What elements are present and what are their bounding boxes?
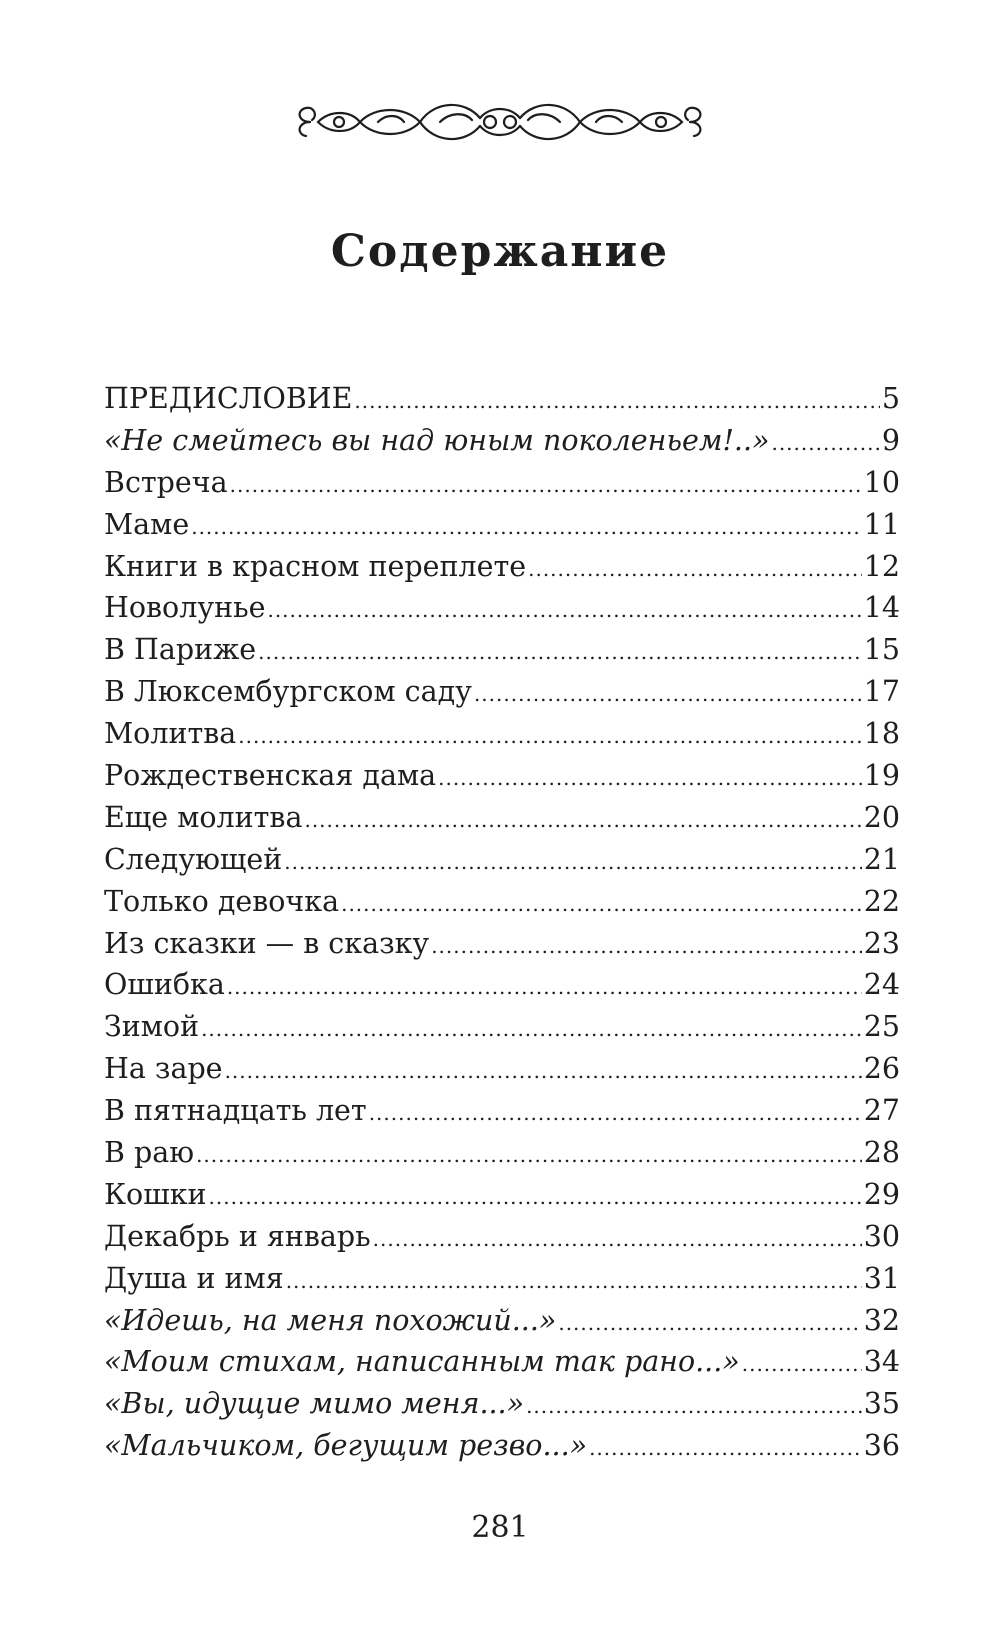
- toc-leader-dots: [373, 1219, 862, 1261]
- toc-entry-page: 9: [881, 423, 900, 457]
- toc-entry-title: Только девочка: [104, 884, 340, 918]
- toc-entry: [104, 1383, 900, 1425]
- toc-leader-dots: [227, 967, 862, 1009]
- toc-entry-title: Новолунье: [104, 591, 266, 625]
- toc-entry-title: ПРЕДИСЛОВИЕ: [104, 382, 353, 415]
- toc-entry-title: В пятнадцать лет: [104, 1094, 367, 1128]
- toc-entry: [104, 462, 900, 504]
- toc-entry: [104, 378, 900, 420]
- toc-entry: [104, 671, 900, 713]
- toc-entry-title: «Идешь, на меня похожий...»: [104, 1303, 557, 1337]
- toc-leader-dots: [431, 926, 862, 968]
- toc-entry-page: 18: [863, 717, 900, 751]
- toc-leader-dots: [209, 1177, 862, 1219]
- toc-entry-page: 15: [863, 633, 900, 667]
- toc-entry-page: 10: [863, 465, 900, 499]
- toc-entry-title: Молитва: [104, 717, 237, 751]
- toc-entry-page: 25: [863, 1010, 900, 1044]
- decorative-flourish-icon: [290, 92, 710, 152]
- toc-entry: [104, 797, 900, 839]
- toc-entry: [104, 964, 900, 1006]
- toc-entry-title: Книги в красном переплете: [104, 549, 527, 583]
- toc-leader-dots: [558, 1303, 861, 1345]
- toc-entry-page: 35: [863, 1387, 900, 1421]
- toc-entry-title: В Люксембургском саду: [104, 675, 472, 709]
- toc-entry: [104, 1048, 900, 1090]
- toc-entry-page: 27: [863, 1094, 900, 1128]
- toc-leader-dots: [474, 674, 862, 716]
- toc-entry-page: 11: [863, 507, 900, 541]
- toc-entry-page: 28: [863, 1136, 900, 1170]
- toc-entry: [104, 713, 900, 755]
- toc-entry-title: «Мальчиком, бегущим резво...»: [104, 1429, 588, 1463]
- toc-entry-page: 32: [863, 1303, 900, 1337]
- toc-entry: [104, 755, 900, 797]
- toc-leader-dots: [196, 1135, 862, 1177]
- toc-entry-page: 36: [863, 1429, 900, 1463]
- toc-entry-title: «Не смейтесь вы над юным поколеньем!..»: [104, 423, 770, 457]
- toc-entry: [104, 420, 900, 462]
- toc-entry: [104, 1341, 900, 1383]
- toc-entry-page: 19: [863, 759, 900, 793]
- toc-entry: [104, 629, 900, 671]
- toc-entry-title: Душа и имя: [104, 1261, 284, 1295]
- toc-entry-title: Из сказки — в сказку: [104, 926, 430, 960]
- toc-entry: [104, 1258, 900, 1300]
- toc-entry-title: В раю: [104, 1136, 195, 1170]
- toc-entry-page: 29: [863, 1177, 900, 1211]
- toc-entry: [104, 1425, 900, 1467]
- toc-entry-page: 21: [863, 842, 900, 876]
- toc-leader-dots: [304, 800, 861, 842]
- toc-leader-dots: [201, 1009, 862, 1051]
- toc-entry-title: Следующей: [104, 842, 283, 876]
- toc-entry: [104, 923, 900, 965]
- toc-entry: [104, 546, 900, 588]
- toc-entry-title: Декабрь и январь: [104, 1219, 371, 1253]
- toc-entry-page: 31: [863, 1261, 900, 1295]
- toc-entry: [104, 504, 900, 546]
- toc-entry-title: «Вы, идущие мимо меня...»: [104, 1387, 525, 1421]
- toc-entry-title: Зимой: [104, 1010, 200, 1044]
- toc-leader-dots: [369, 1093, 862, 1135]
- toc-entry: [104, 881, 900, 923]
- toc-leader-dots: [258, 632, 862, 674]
- table-of-contents: [104, 378, 900, 1467]
- toc-entry: [104, 839, 900, 881]
- toc-entry-title: Встреча: [104, 465, 228, 499]
- toc-leader-dots: [230, 465, 862, 507]
- toc-leader-dots: [528, 549, 862, 591]
- toc-entry-title: В Париже: [104, 633, 257, 667]
- toc-leader-dots: [771, 423, 879, 465]
- toc-entry: [104, 1006, 900, 1048]
- toc-entry: [104, 1090, 900, 1132]
- toc-leader-dots: [191, 507, 862, 549]
- toc-entry: [104, 1174, 900, 1216]
- toc-entry-page: 23: [863, 926, 900, 960]
- toc-entry-page: 26: [863, 1052, 900, 1086]
- toc-leader-dots: [742, 1344, 862, 1386]
- toc-entry: [104, 587, 900, 629]
- toc-entry-page: 17: [863, 675, 900, 709]
- toc-leader-dots: [238, 716, 861, 758]
- toc-entry: [104, 1300, 900, 1342]
- toc-leader-dots: [589, 1428, 862, 1470]
- toc-entry-title: Маме: [104, 507, 190, 541]
- toc-leader-dots: [354, 381, 879, 423]
- toc-entry-title: Кошки: [104, 1177, 207, 1211]
- toc-leader-dots: [267, 590, 861, 632]
- page-title: Содержание: [330, 226, 670, 277]
- toc-entry-page: 14: [863, 591, 900, 625]
- toc-entry: [104, 1132, 900, 1174]
- toc-leader-dots: [286, 1261, 862, 1303]
- page-number: 281: [471, 1510, 529, 1545]
- toc-leader-dots: [341, 884, 862, 926]
- toc-entry-page: 30: [863, 1219, 900, 1253]
- toc-entry-title: Ошибка: [104, 968, 225, 1002]
- toc-entry-page: 34: [863, 1345, 900, 1379]
- toc-entry: [104, 1216, 900, 1258]
- toc-leader-dots: [438, 758, 862, 800]
- toc-entry-page: 12: [863, 549, 900, 583]
- toc-leader-dots: [225, 1051, 862, 1093]
- toc-leader-dots: [284, 842, 861, 884]
- toc-entry-title: На заре: [104, 1052, 223, 1086]
- toc-entry-title: Еще молитва: [104, 800, 303, 834]
- toc-entry-title: «Моим стихам, написанным так рано...»: [104, 1345, 740, 1379]
- toc-leader-dots: [526, 1386, 862, 1428]
- toc-entry-page: 24: [863, 968, 900, 1002]
- toc-entry-page: 20: [863, 800, 900, 834]
- toc-entry-page: 22: [863, 884, 900, 918]
- toc-entry-page: 5: [881, 382, 900, 415]
- toc-entry-title: Рождественская дама: [104, 759, 437, 793]
